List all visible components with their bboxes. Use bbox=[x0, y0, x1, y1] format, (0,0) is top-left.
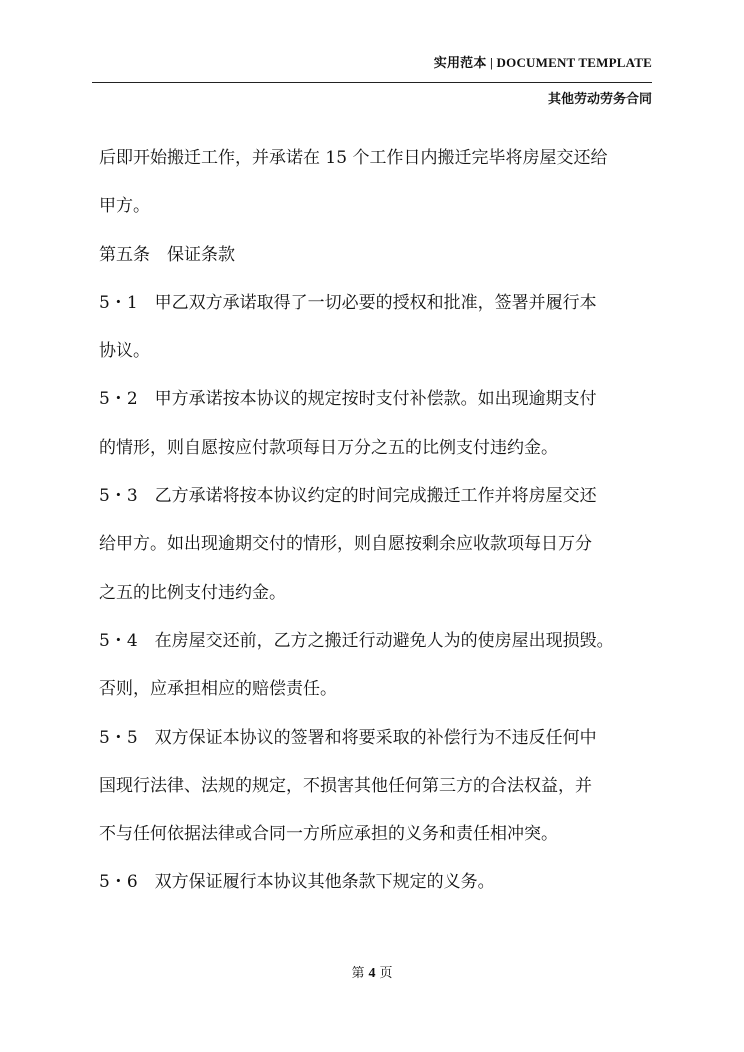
clause-5-3: 5・3 乙方承诺将按本协议约定的时间完成搬迁工作并将房屋交还 bbox=[99, 486, 597, 507]
document-header-title: 实用范本 | DOCUMENT TEMPLATE bbox=[433, 55, 652, 70]
page-suffix: 页 bbox=[379, 966, 393, 981]
body-line: 给甲方。如出现逾期交付的情形，则自愿按剩余应收款项每日万分 bbox=[99, 534, 592, 555]
document-header-subtitle: 其他劳动劳务合同 bbox=[547, 92, 652, 107]
page-footer bbox=[0, 962, 744, 982]
body-line: 协议。 bbox=[99, 341, 150, 362]
body-line: 国现行法律、法规的规定，不损害其他任何第三方的合法权益，并 bbox=[99, 775, 592, 796]
body-line: 之五的比例支付违约金。 bbox=[99, 582, 286, 603]
clause-5-2: 5・2 甲方承诺按本协议的规定按时支付补偿款。如出现逾期支付 bbox=[99, 389, 597, 410]
body-line: 后即开始搬迁工作，并承诺在 15 个工作日内搬迁完毕将房屋交还给 bbox=[99, 148, 608, 168]
clause-5-6: 5・6 双方保证履行本协议其他条款下规定的义务。 bbox=[99, 872, 495, 893]
body-line: 的情形，则自愿按应付款项每日万分之五的比例支付违约金。 bbox=[99, 437, 558, 458]
header-divider bbox=[92, 82, 652, 83]
body-line: 否则，应承担相应的赔偿责任。 bbox=[99, 679, 337, 700]
page-prefix: 第 bbox=[351, 966, 365, 981]
clause-5-4: 5・4 在房屋交还前，乙方之搬迁行动避免人为的使房屋出现损毁。 bbox=[99, 630, 614, 651]
body-line: 甲方。 bbox=[99, 196, 150, 217]
contract-body bbox=[99, 134, 659, 907]
page-number: 4 bbox=[368, 966, 376, 981]
clause-5-5: 5・5 双方保证本协议的签署和将要采取的补偿行为不违反任何中 bbox=[99, 727, 597, 748]
section-heading: 第五条 保证条款 bbox=[99, 244, 235, 265]
clause-5-1: 5・1 甲乙双方承诺取得了一切必要的授权和批准，签署并履行本 bbox=[99, 292, 597, 313]
body-line: 不与任何依据法律或合同一方所应承担的义务和责任相冲突。 bbox=[99, 824, 558, 845]
